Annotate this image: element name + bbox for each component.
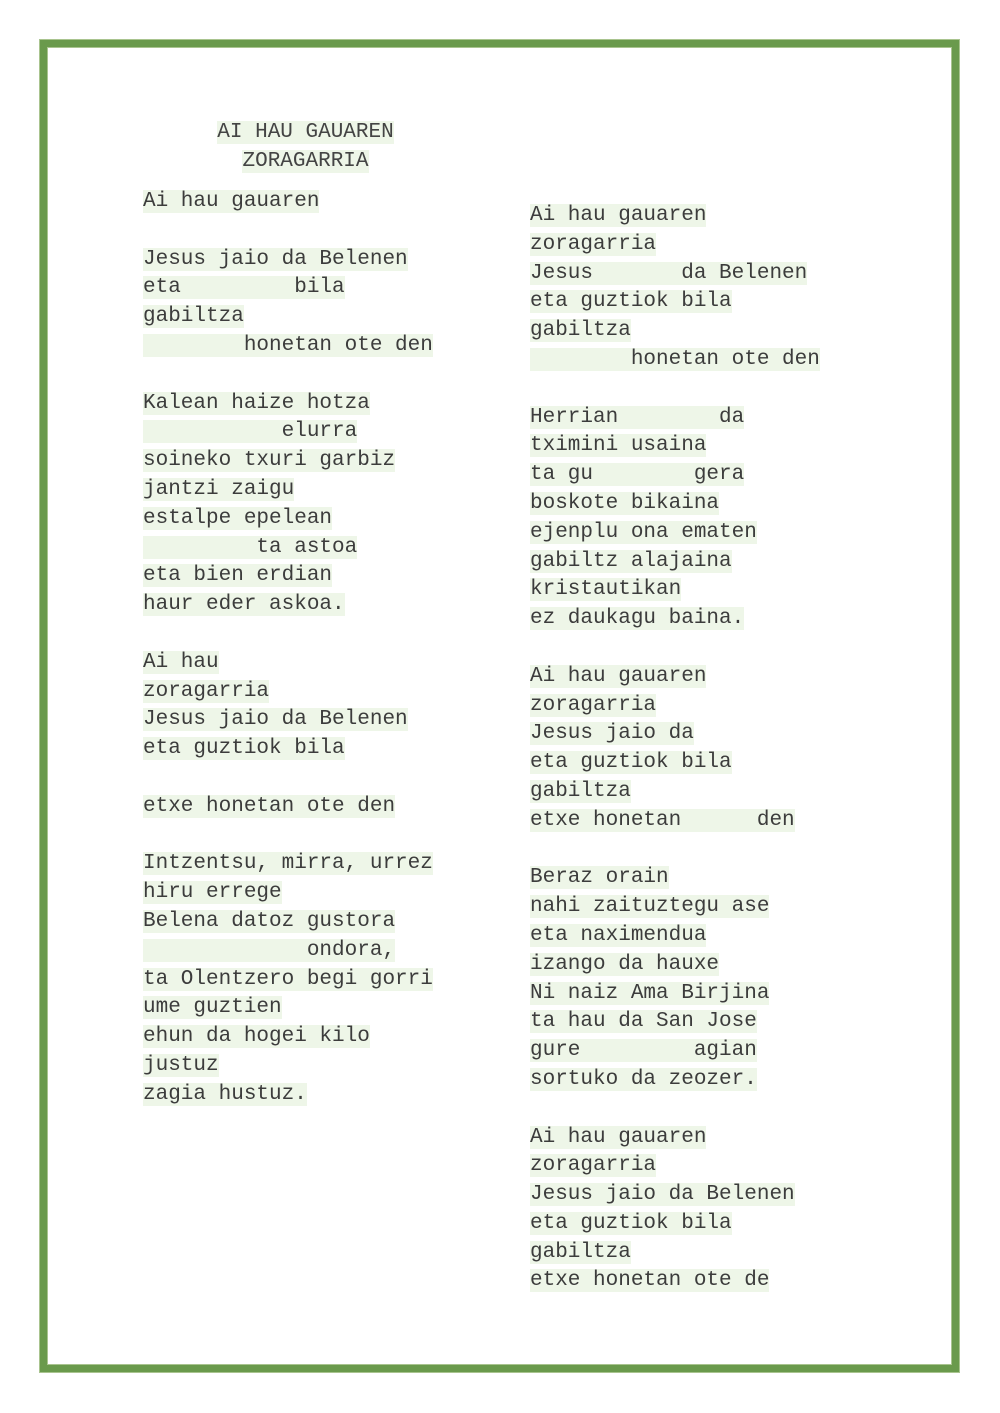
- lyric-line: [530, 1095, 820, 1124]
- lyric-text: Ai hau gauaren: [530, 204, 707, 227]
- lyric-line: [143, 303, 433, 332]
- lyric-line: [143, 591, 433, 620]
- lyric-line: [143, 764, 433, 793]
- lyric-line: [530, 1066, 820, 1095]
- title-line-1: AI HAU GAUAREN: [217, 121, 394, 144]
- lyric-text: gabiltza: [530, 1240, 631, 1264]
- lyric-line: [143, 620, 433, 649]
- lyric-text: ta astoa: [143, 535, 358, 559]
- lyric-line: [143, 793, 433, 822]
- lyric-text: Jesus jaio da Belenen: [143, 247, 408, 271]
- lyric-line: [143, 390, 433, 419]
- lyric-text: hiru errege: [143, 881, 282, 905]
- lyric-text: ejenplu ona ematen: [530, 520, 757, 544]
- lyric-line: [530, 346, 820, 375]
- lyric-text: Jesus da Belenen: [530, 261, 808, 285]
- lyric-line: [143, 879, 433, 908]
- lyric-line: [143, 447, 433, 476]
- lyric-line: [530, 1008, 820, 1037]
- lyric-text: zoragarria: [530, 232, 657, 256]
- lyric-line: [143, 994, 433, 1023]
- lyric-text: Kalean haize hotza: [143, 391, 370, 415]
- lyric-line: [530, 548, 820, 577]
- lyric-text: etxe honetan ote den: [143, 794, 396, 818]
- lyric-text: gabiltza: [530, 319, 631, 343]
- lyric-line: [143, 678, 433, 707]
- lyric-text: Ai hau gauaren: [530, 1125, 707, 1149]
- lyric-text: etxe honetan ote de: [530, 1269, 770, 1293]
- lyric-text: honetan ote den: [530, 347, 820, 371]
- lyric-text: zagia hustuz.: [143, 1082, 307, 1106]
- lyric-text: eta bien erdian: [143, 564, 333, 588]
- lyric-text: kristautikan: [530, 578, 682, 602]
- lyric-text: eta guztiok bila: [530, 290, 732, 314]
- lyric-line: [143, 418, 433, 447]
- lyric-line: [530, 836, 820, 865]
- lyric-text: Jesus jaio da Belenen: [530, 1183, 795, 1207]
- lyric-line: [143, 476, 433, 505]
- lyric-line: [530, 490, 820, 519]
- lyric-line: [530, 605, 820, 634]
- lyric-text: ehun da hogei kilo: [143, 1025, 370, 1049]
- lyric-line: [530, 893, 820, 922]
- lyric-text: Jesus jaio da Belenen: [143, 708, 408, 732]
- lyric-text: ondora,: [143, 938, 396, 962]
- lyric-text: gabiltz alajaina: [530, 549, 732, 573]
- lyric-line: [530, 202, 820, 231]
- lyric-line: [143, 361, 433, 390]
- lyric-line: [530, 1152, 820, 1181]
- lyric-text: boskote bikaina: [530, 491, 720, 515]
- lyric-text: nahi zaituztegu ase: [530, 895, 770, 919]
- lyric-line: [530, 375, 820, 404]
- lyric-line: [530, 864, 820, 893]
- lyric-line: [530, 432, 820, 461]
- lyric-text: eta guztiok bila: [530, 751, 732, 775]
- lyric-line: [143, 850, 433, 879]
- lyric-line: [143, 937, 433, 966]
- lyric-text: Belena datoz gustora: [143, 909, 396, 933]
- lyric-line: [530, 1210, 820, 1239]
- lyric-line: [530, 692, 820, 721]
- lyric-line: [143, 217, 433, 246]
- lyric-line: [530, 951, 820, 980]
- lyric-line: [143, 505, 433, 534]
- lyric-line: [530, 1124, 820, 1153]
- lyric-line: [530, 778, 820, 807]
- lyric-text: gabiltza: [530, 779, 631, 803]
- lyric-line: [143, 1023, 433, 1052]
- lyric-line: [530, 807, 820, 836]
- song-title: [143, 118, 468, 176]
- lyric-line: [530, 1239, 820, 1268]
- lyric-text: Beraz orain: [530, 866, 669, 890]
- lyric-line: [143, 706, 433, 735]
- lyric-line: [530, 749, 820, 778]
- lyric-text: ta gu gera: [530, 463, 745, 487]
- lyric-text: justuz: [143, 1053, 219, 1077]
- lyric-text: Ai hau gauaren: [530, 664, 707, 688]
- lyric-text: jantzi zaigu: [143, 477, 295, 501]
- lyric-text: ta hau da San Jose: [530, 1010, 757, 1034]
- lyric-line: [143, 735, 433, 764]
- lyric-line: [530, 980, 820, 1009]
- lyric-line: [143, 1081, 433, 1110]
- lyric-line: [530, 1267, 820, 1296]
- lyric-text: tximini usaina: [530, 434, 707, 458]
- lyric-line: [530, 576, 820, 605]
- lyric-text: ta Olentzero begi gorri: [143, 967, 433, 991]
- lyric-line: [143, 188, 433, 217]
- lyric-line: [530, 404, 820, 433]
- lyric-text: ume guztien: [143, 996, 282, 1020]
- lyric-text: etxe honetan den: [530, 808, 795, 832]
- lyric-text: Ai hau: [143, 650, 219, 674]
- lyric-text: izango da hauxe: [530, 952, 720, 976]
- lyric-line: [143, 908, 433, 937]
- lyric-text: zoragarria: [530, 1154, 657, 1178]
- lyric-line: [143, 562, 433, 591]
- lyric-line: [530, 231, 820, 260]
- lyric-line: [143, 332, 433, 361]
- lyric-text: estalpe epelean: [143, 506, 333, 530]
- lyric-line: [530, 260, 820, 289]
- lyric-text: honetan ote den: [143, 333, 433, 357]
- lyric-line: [143, 649, 433, 678]
- lyric-line: [530, 663, 820, 692]
- lyric-text: Jesus jaio da: [530, 722, 694, 746]
- lyric-line: [530, 1181, 820, 1210]
- lyric-line: [143, 246, 433, 275]
- lyric-text: elurra: [143, 420, 358, 444]
- lyric-text: sortuko da zeozer.: [530, 1067, 757, 1091]
- lyric-line: [143, 822, 433, 851]
- lyric-text: haur eder askoa.: [143, 593, 345, 617]
- lyric-text: Intzentsu, mirra, urrez: [143, 852, 433, 876]
- lyric-text: zoragarria: [143, 679, 270, 703]
- lyrics-left-column: [143, 188, 433, 1110]
- lyric-line: [143, 274, 433, 303]
- lyric-text: gure agian: [530, 1039, 757, 1063]
- lyric-line: [530, 922, 820, 951]
- lyric-text: ez daukagu baina.: [530, 607, 745, 631]
- lyric-text: gabiltza: [143, 305, 244, 329]
- lyric-line: [143, 534, 433, 563]
- lyric-text: eta naximendua: [530, 923, 707, 947]
- lyric-line: [530, 461, 820, 490]
- title-line-2: ZORAGARRIA: [242, 150, 369, 173]
- lyric-line: [530, 1037, 820, 1066]
- lyrics-right-column: [530, 202, 820, 1296]
- lyric-line: [530, 720, 820, 749]
- lyric-text: Herrian da: [530, 405, 745, 429]
- lyric-text: eta bila: [143, 276, 345, 300]
- lyric-text: eta guztiok bila: [530, 1211, 732, 1235]
- lyric-line: [530, 317, 820, 346]
- lyric-text: Ai hau gauaren: [143, 190, 320, 213]
- lyric-line: [143, 966, 433, 995]
- lyric-line: [530, 288, 820, 317]
- lyric-text: zoragarria: [530, 693, 657, 717]
- lyric-line: [530, 519, 820, 548]
- lyric-line: [530, 634, 820, 663]
- lyric-text: soineko txuri garbiz: [143, 449, 396, 473]
- lyric-text: Ni naiz Ama Birjina: [530, 981, 770, 1005]
- lyric-text: eta guztiok bila: [143, 737, 345, 761]
- lyric-line: [143, 1052, 433, 1081]
